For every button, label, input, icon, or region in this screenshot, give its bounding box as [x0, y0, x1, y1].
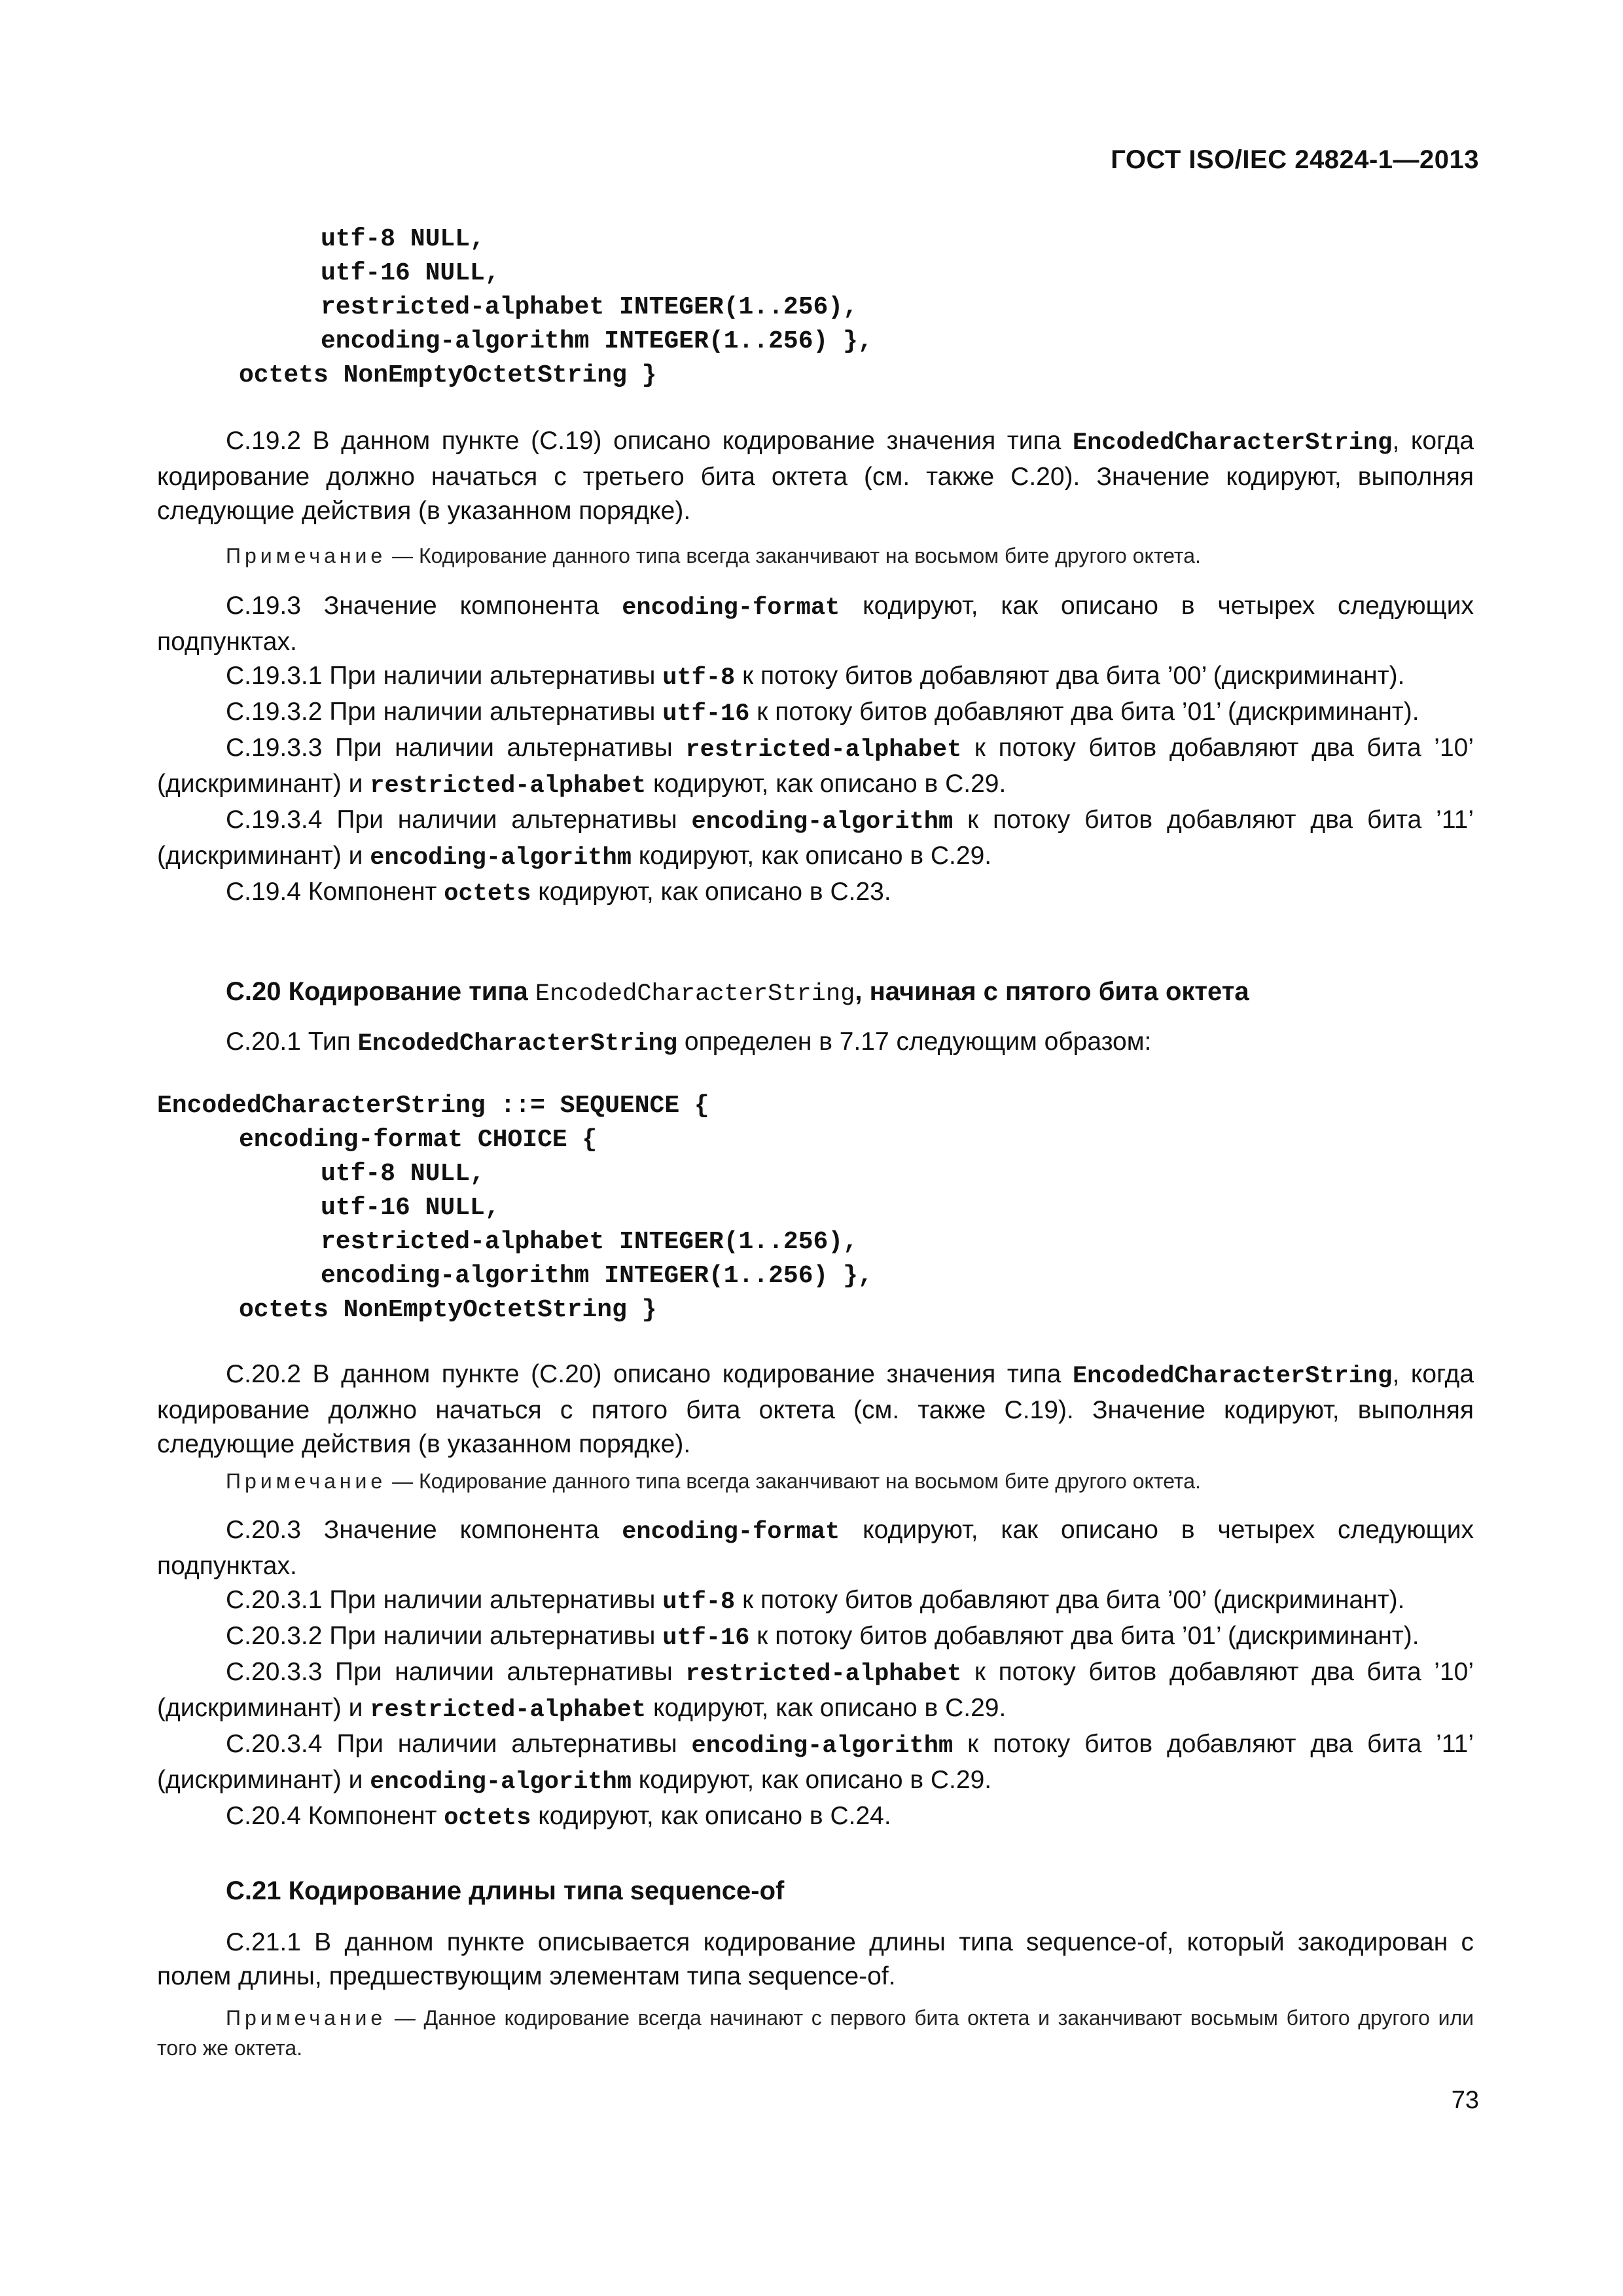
para-c19-3-2: С.19.3.2 При наличии альтернативы utf-16 к потоку битов добавляют два бита ’01’ (дискриминант). — [226, 698, 1419, 728]
para-c20-3-1: С.20.3.1 При наличии альтернативы utf-8 к потоку битов добавляют два бита ’00’ (дискриминант). — [226, 1586, 1405, 1616]
para-c20-3-4: С.20.3.4 При наличии альтернативы encoding-algorithm к потоку битов добавляют два бита ’11’ (дискриминант) и encoding-algorithm кодируют, как описано в С.29. — [157, 1730, 1474, 1796]
para-c19-3-group — [157, 589, 1474, 911]
para-c19-3: С.19.3 Значение компонента encoding-format кодируют, как описано в четырех следующих подпунктах. — [157, 592, 1474, 656]
note-3: Примечание — Данное кодирование всегда начинают с первого бита октета и заканчивают восьмым битого другого или того же октета. — [157, 2006, 1474, 2060]
section-heading-c21: С.21 Кодирование длины типа sequence-of — [226, 1876, 785, 1905]
para-c19-4: С.19.4 Компонент octets кодируют, как описано в С.23. — [226, 878, 891, 908]
code-line: octets NonEmptyOctetString } — [239, 1296, 657, 1324]
para-c21-1: С.21.1 В данном пункте описывается кодирование длины типа sequence-of, который закодирован с полем длины, предшествующим элементам типа sequence-of. — [157, 1928, 1474, 1990]
code-line: utf-16 NULL, — [321, 259, 500, 287]
code-line: encoding-algorithm INTEGER(1..256) }, — [321, 327, 873, 355]
para-c19-2: С.19.2 В данном пункте (С.19) описано кодирование значения типа EncodedCharacterString, когда кодирование должно начаться с третьего бита октета (см. также С.20). Значение кодируют, выполняя следующие действия (в указанном порядке). — [157, 427, 1474, 525]
note-1: Примечание — Кодирование данного типа всегда заканчивают на восьмом бите другого октета. — [226, 544, 1201, 567]
section-heading-c20: С.20 Кодирование типа EncodedCharacterString, начиная с пятого бита октета — [226, 977, 1249, 1008]
code-line: restricted-alphabet INTEGER(1..256), — [321, 1228, 858, 1256]
para-c20-1: С.20.1 Тип EncodedCharacterString определен в 7.17 следующим образом: — [226, 1028, 1152, 1058]
code-line: utf-8 NULL, — [321, 225, 485, 253]
para-c19-3-3: С.19.3.3 При наличии альтернативы restricted-alphabet к потоку битов добавляют два бита ’10’ (дискриминант) и restricted-alphabet кодируют, как описано в С.29. — [157, 734, 1474, 800]
para-c20-3-group — [157, 1513, 1474, 1835]
code-line: encoding-algorithm INTEGER(1..256) }, — [321, 1262, 873, 1290]
code-block-definition — [157, 1089, 1474, 1327]
para-c20-3: С.20.3 Значение компонента encoding-format кодируют, как описано в четырех следующих подпунктах. — [157, 1516, 1474, 1580]
page-number: 73 — [1451, 2087, 1479, 2114]
note-label: Примечание — [226, 2006, 387, 2030]
note-label: Примечание — [226, 1469, 387, 1493]
note-label: Примечание — [226, 544, 387, 567]
para-c20-3-2: С.20.3.2 При наличии альтернативы utf-16 к потоку битов добавляют два бита ’01’ (дискриминант). — [226, 1622, 1419, 1652]
inline-code: EncodedCharacterString — [1072, 429, 1393, 457]
code-line: utf-8 NULL, — [321, 1160, 485, 1188]
para-c20-2: С.20.2 В данном пункте (С.20) описано кодирование значения типа EncodedCharacterString, когда кодирование должно начаться с пятого бита октета (см. также С.19). Значение кодируют, выполняя следующие действия (в указанном порядке). — [157, 1360, 1474, 1458]
code-line: octets NonEmptyOctetString } — [239, 361, 657, 389]
note-2: Примечание — Кодирование данного типа всегда заканчивают на восьмом бите другого октета. — [226, 1469, 1201, 1493]
code-line: restricted-alphabet INTEGER(1..256), — [321, 293, 858, 321]
code-line: encoding-format CHOICE { — [239, 1126, 597, 1154]
code-block-top — [157, 223, 1474, 393]
para-c19-3-4: С.19.3.4 При наличии альтернативы encoding-algorithm к потоку битов добавляют два бита ’11’ (дискриминант) и encoding-algorithm кодируют, как описано в С.29. — [157, 806, 1474, 872]
para-c20-3-3: С.20.3.3 При наличии альтернативы restricted-alphabet к потоку битов добавляют два бита ’10’ (дискриминант) и restricted-alphabet кодируют, как описано в С.29. — [157, 1658, 1474, 1724]
standard-header: ГОСТ ISO/IEC 24824-1—2013 — [1111, 145, 1479, 174]
para-c20-4: С.20.4 Компонент octets кодируют, как описано в С.24. — [226, 1802, 891, 1832]
para-c19-3-1: С.19.3.1 При наличии альтернативы utf-8 к потоку битов добавляют два бита ’00’ (дискриминант). — [226, 662, 1405, 692]
code-line: EncodedCharacterString ::= SEQUENCE { — [157, 1092, 709, 1120]
code-line: utf-16 NULL, — [321, 1194, 500, 1222]
